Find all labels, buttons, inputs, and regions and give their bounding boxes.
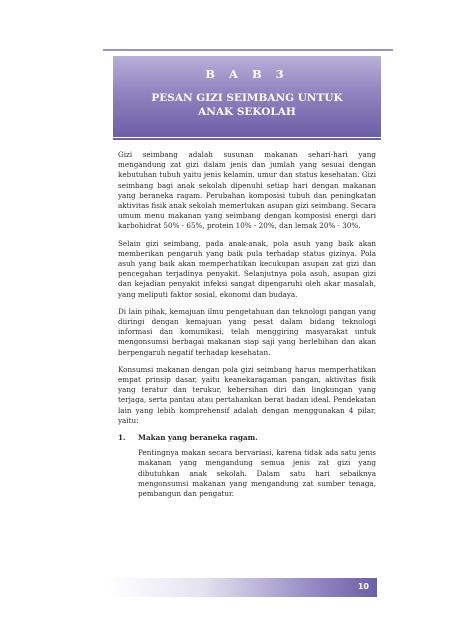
paragraph: Konsumsi makanan dengan pola gizi seimbang harus memperhatikan empat prinsip dasar, yaitu keanekaragaman pangan, aktivitas fisik yang teratur dan terukur, kebersihan diri dan lingkungan yang terjaga, serta pantau atau pertahankan berat badan ideal. Pendekatan lain yang lebih komprehensif adalah dengan menggunakan 4 pilar, yaitu: [118,364,376,425]
paragraph: Selain gizi seimbang, pada anak-anak, pola asuh yang baik akan memberikan pengaruh yang baik pula terhadap status gizinya. Pola asuh yang baik akan memperhatikan kecukupan asupan zat gizi dan pencegahan terjadinya penyakit. Selanjutnya pola asuh, asupan gizi dan kejadian penyakit infeksi sangat dipengaruhi oleh akar masalah, yang meliputi faktor sosial, ekonomi dan budaya. [118,238,376,299]
list-body [138,433,376,506]
main-content [118,150,376,506]
chapter-header [113,56,381,137]
list-text: Pentingnya makan secara bervariasi, karena tidak ada satu jenis makanan yang mengandung semua jenis zat gizi yang dibutuhkan anak sekolah. Dalam satu hari sebaiknya mengonsumsi makanan yang mengandung zat sumber tenaga, pembangun dan pengatur. [138,448,376,499]
paragraph: Gizi seimbang adalah susunan makanan sehari-hari yang mengandung zat gizi dalam jenis dan jumlah yang sesuai dengan kebutuhan tubuh yaitu jenis kelamin, umur dan status kesehatan. Gizi seimbang bagi anak sekolah dipenuhi setiap hari dengan makanan yang beraneka ragam. Perubahan komposisi tubuh dan peningkatan aktivitas fisik anak sekolah memerlukan asupan gizi seimbang. Secara umum menu makanan yang seimbang dengan komposisi energi dari karbohidrat 50% - 65%, protein 10% - 20%, dan lemak 20% - 30%. [118,150,376,231]
top-rule [103,49,393,51]
list-item [118,433,376,506]
chapter-label: B A B 3 [205,67,289,81]
paragraph: Di lain pihak, kemajuan ilmu pengetahuan dan teknologi pangan yang diiringi dengan kemajuan yang pesat dalam bidang teknologi informasi dan komunikasi, telah menggiring masyarakat untuk mengonsumsi berbagai makanan siap saji yang berlebihan dan akan berpengaruh negatif terhadap kesehatan. [118,306,376,357]
list-number: 1. [118,433,126,443]
footer-bar [107,578,377,597]
list-title: Makan yang beraneka ragam. [138,433,258,443]
chapter-title [113,91,381,119]
page-number: 10 [357,582,369,591]
chapter-title-line2: ANAK SEKOLAH [198,106,296,118]
header-rule [113,138,381,140]
chapter-title-line1: PESAN GIZI SEIMBANG UNTUK [151,92,343,104]
